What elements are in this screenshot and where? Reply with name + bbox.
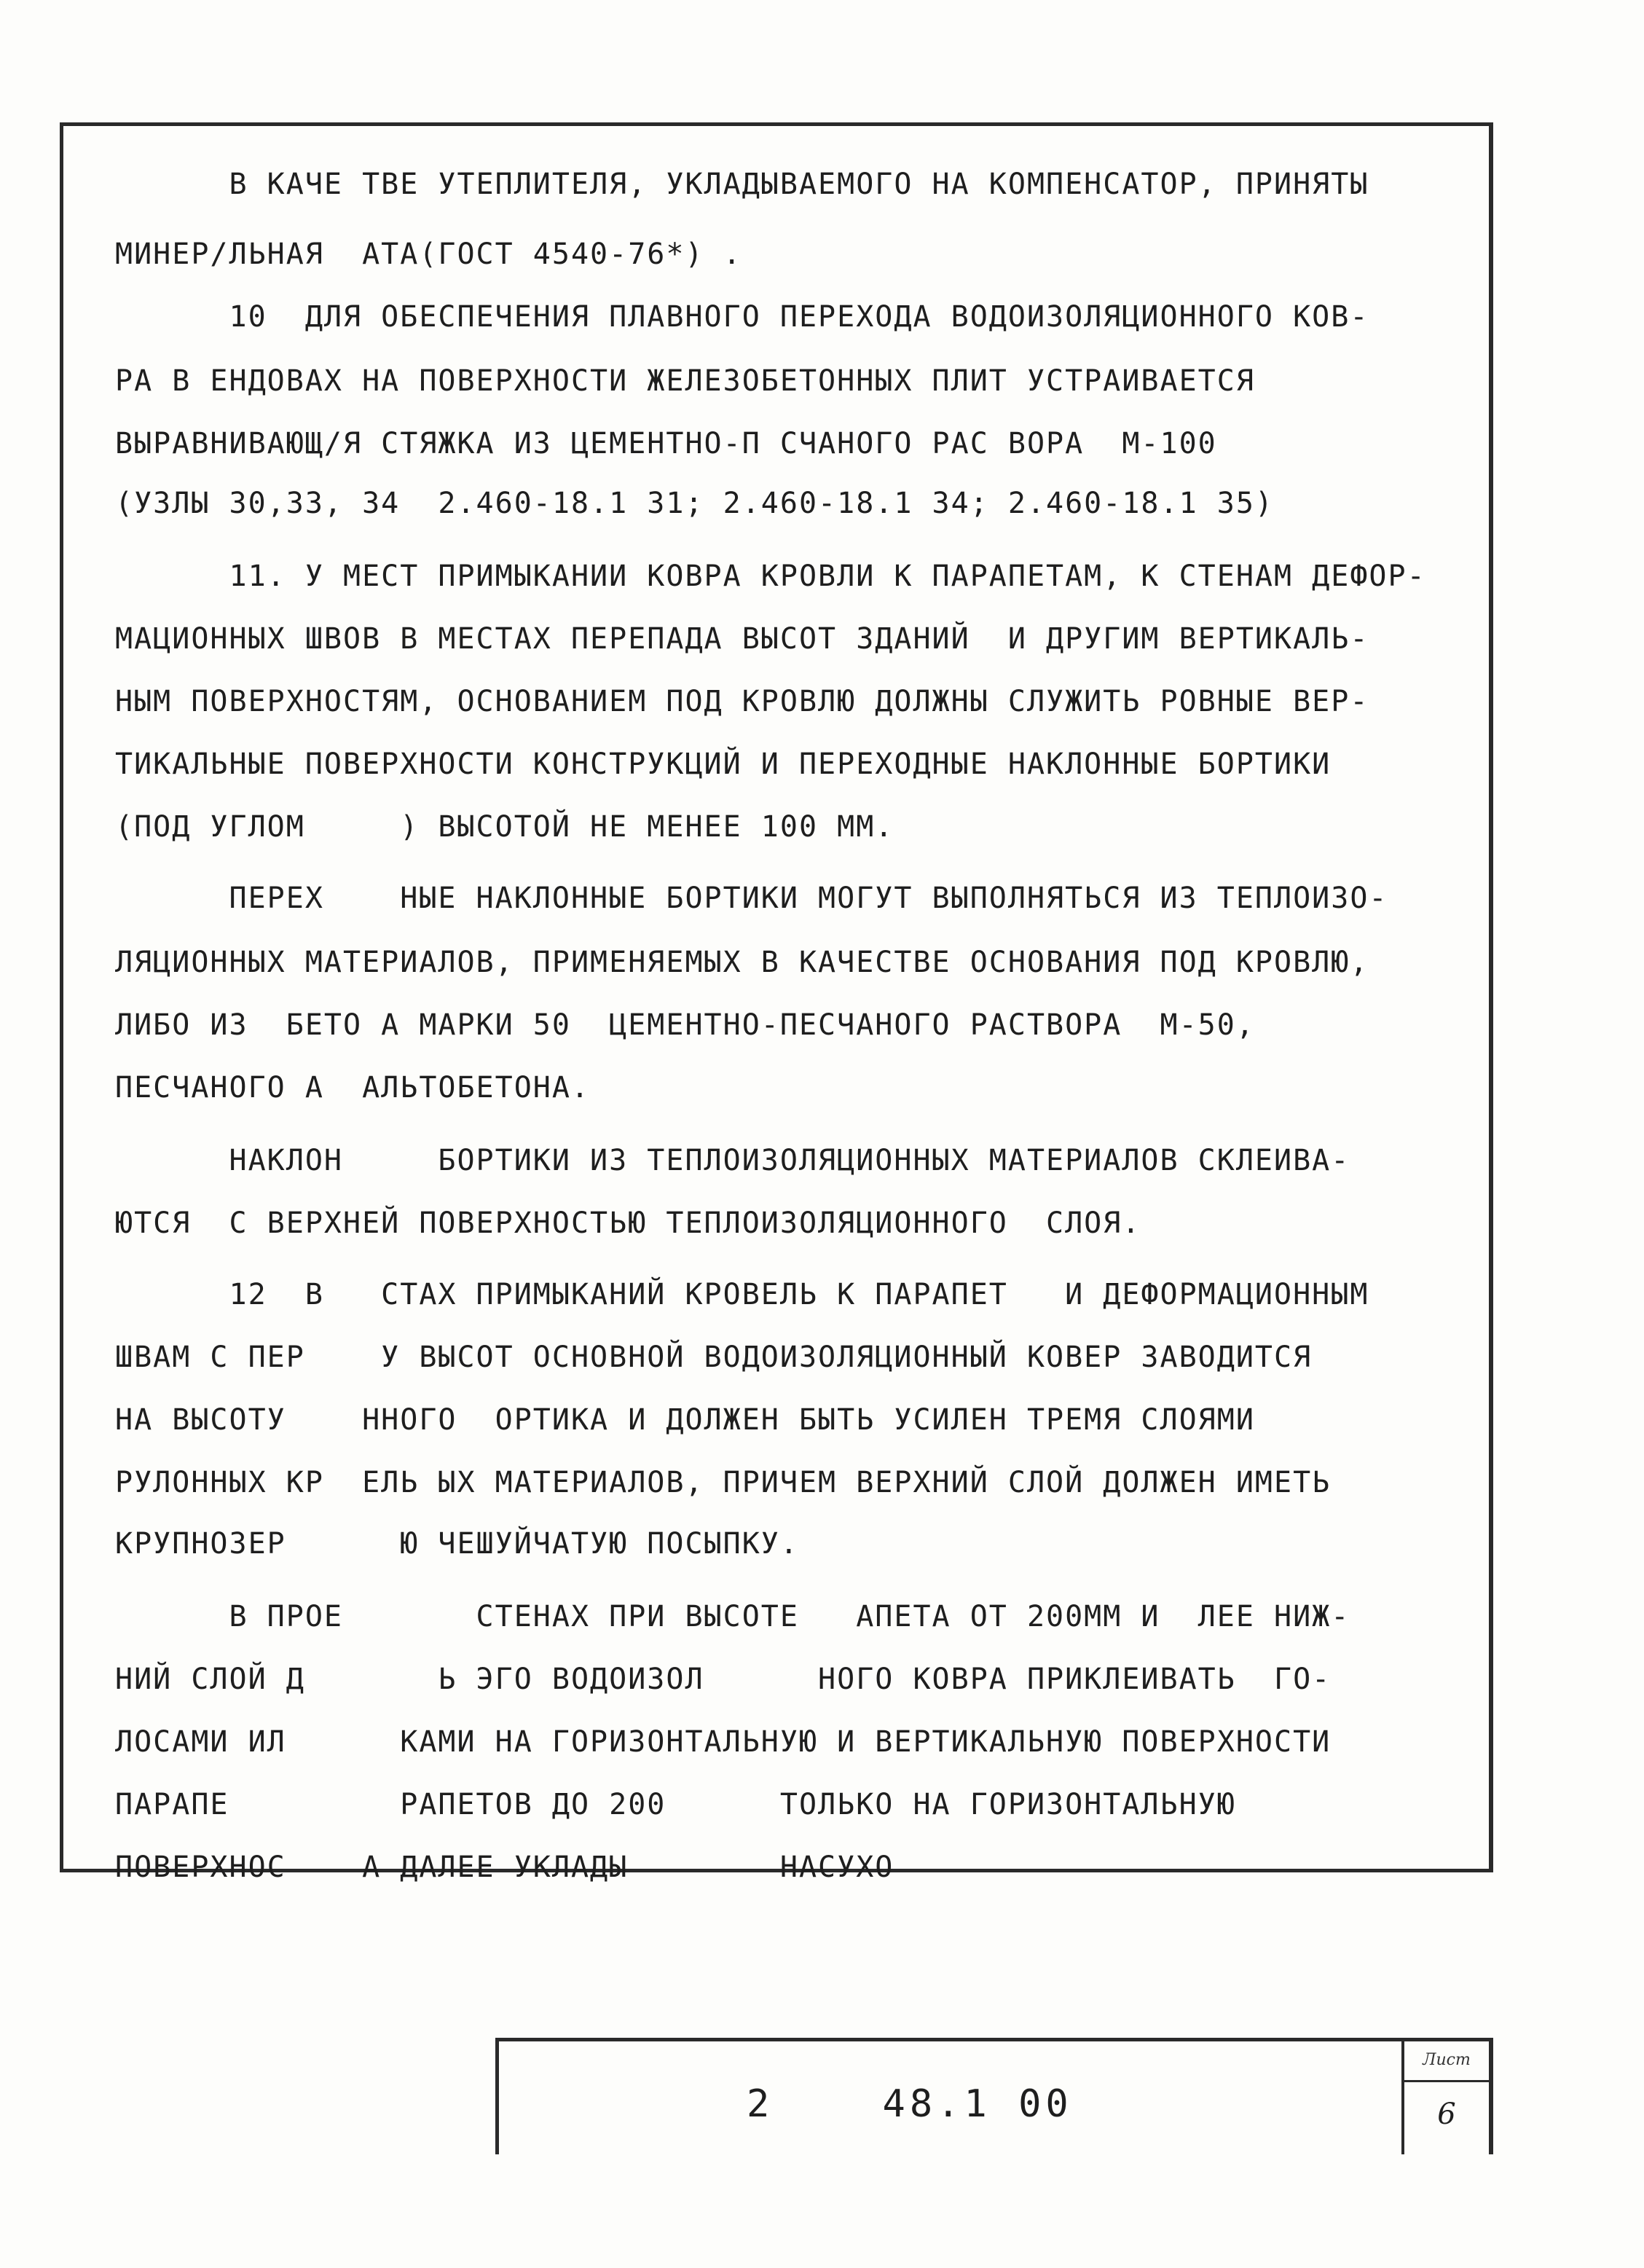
body-line: МАЦИОННЫХ ШВОВ В МЕСТАХ ПЕРЕПАДА ВЫСОТ ЗДАНИЙ И ДРУГИМ ВЕРТИКАЛЬ- (115, 622, 1369, 656)
sheet-number: 6 (1437, 2098, 1456, 2131)
body-line: МИНЕР/ЛЬНАЯ АТА(ГОСТ 4540-76*) . (115, 238, 742, 271)
sheet-label: Лист (1404, 2041, 1489, 2082)
body-line: 10 ДЛЯ ОБЕСПЕЧЕНИЯ ПЛАВНОГО ПЕРЕХОДА ВОДОИЗОЛЯЦИОННОГО КОВ- (115, 300, 1369, 334)
title-block (495, 2038, 1493, 2154)
sheet-cell (1401, 2041, 1489, 2154)
body-line: ЛОСАМИ ИЛ КАМИ НА ГОРИЗОНТАЛЬНУЮ И ВЕРТИКАЛЬНУЮ ПОВЕРХНОСТИ (115, 1725, 1332, 1759)
body-line: ЛИБО ИЗ БЕТО А МАРКИ 50 ЦЕМЕНТНО-ПЕСЧАНОГО РАСТВОРА М-50, (115, 1008, 1255, 1042)
body-line: ЮТСЯ С ВЕРХНЕЙ ПОВЕРХНОСТЬЮ ТЕПЛОИЗОЛЯЦИОННОГО СЛОЯ. (115, 1206, 1141, 1240)
body-line: РУЛОННЫХ КР ЕЛЬ ЫХ МАТЕРИАЛОВ, ПРИЧЕМ ВЕРХНИЙ СЛОЙ ДОЛЖЕН ИМЕТЬ (115, 1466, 1332, 1499)
body-line: НИЙ СЛОЙ Д Ь ЭГО ВОДОИЗОЛ НОГО КОВРА ПРИКЛЕИВАТЬ ГО- (115, 1663, 1332, 1696)
body-line: 12 В СТАХ ПРИМЫКАНИЙ КРОВЕЛЬ К ПАРАПЕТ И ДЕФОРМАЦИОННЫМ (115, 1278, 1369, 1311)
body-line: ПАРАПЕ РАПЕТОВ ДО 200 ТОЛЬКО НА ГОРИЗОНТАЛЬНУЮ (115, 1788, 1236, 1821)
body-line: (ПОД УГЛОМ ) ВЫСОТОЙ НЕ МЕНЕЕ 100 ММ. (115, 810, 894, 844)
body-line: НЫМ ПОВЕРХНОСТЯМ, ОСНОВАНИЕМ ПОД КРОВЛЮ ДОЛЖНЫ СЛУЖИТЬ РОВНЫЕ ВЕР- (115, 685, 1369, 718)
body-line: РА В ЕНДОВАХ НА ПОВЕРХНОСТИ ЖЕЛЕЗОБЕТОННЫХ ПЛИТ УСТРАИВАЕТСЯ (115, 364, 1255, 398)
body-line: КРУПНОЗЕР Ю ЧЕШУЙЧАТУЮ ПОСЫПКУ. (115, 1527, 799, 1561)
document-code: 2 48.1 00 (747, 2082, 1073, 2126)
body-line: ПОВЕРХНОС А ДАЛЕЕ УКЛАДЫ НАСУХО (115, 1851, 894, 1884)
body-line: (УЗЛЫ 30,33, 34 2.460-18.1 31; 2.460-18.1 34; 2.460-18.1 35) (115, 487, 1275, 520)
body-line: ТИКАЛЬНЫЕ ПОВЕРХНОСТИ КОНСТРУКЦИЙ И ПЕРЕХОДНЫЕ НАКЛОННЫЕ БОРТИКИ (115, 748, 1332, 781)
body-line: ПЕРЕХ НЫЕ НАКЛОННЫЕ БОРТИКИ МОГУТ ВЫПОЛНЯТЬСЯ ИЗ ТЕПЛОИЗО- (115, 882, 1388, 915)
body-line: ШВАМ С ПЕР У ВЫСОТ ОСНОВНОЙ ВОДОИЗОЛЯЦИОННЫЙ КОВЕР ЗАВОДИТСЯ (115, 1341, 1313, 1374)
body-line: ЛЯЦИОННЫХ МАТЕРИАЛОВ, ПРИМЕНЯЕМЫХ В КАЧЕСТВЕ ОСНОВАНИЯ ПОД КРОВЛЮ, (115, 946, 1369, 979)
body-line: ВЫРАВНИВАЮЩ/Я СТЯЖКА ИЗ ЦЕМЕНТНО-П СЧАНОГО РАС ВОРА М-100 (115, 427, 1217, 460)
body-line: НАКЛОН БОРТИКИ ИЗ ТЕПЛОИЗОЛЯЦИОННЫХ МАТЕРИАЛОВ СКЛЕИВА- (115, 1144, 1350, 1177)
body-line: ПЕСЧАНОГО А АЛЬТОБЕТОНА. (115, 1071, 591, 1104)
body-line: В ПРОЕ СТЕНАХ ПРИ ВЫСОТЕ АПЕТА ОТ 200ММ И ЛЕЕ НИЖ- (115, 1600, 1350, 1633)
body-line: 11. У МЕСТ ПРИМЫКАНИИ КОВРА КРОВЛИ К ПАРАПЕТАМ, К СТЕНАМ ДЕФОР- (115, 560, 1426, 593)
body-line: В КАЧЕ ТВЕ УТЕПЛИТЕЛЯ, УКЛАДЫВАЕМОГО НА КОМПЕНСАТОР, ПРИНЯТЫ (115, 168, 1369, 201)
body-line: НА ВЫСОТУ ННОГО ОРТИКА И ДОЛЖЕН БЫТЬ УСИЛЕН ТРЕМЯ СЛОЯМИ (115, 1403, 1255, 1437)
